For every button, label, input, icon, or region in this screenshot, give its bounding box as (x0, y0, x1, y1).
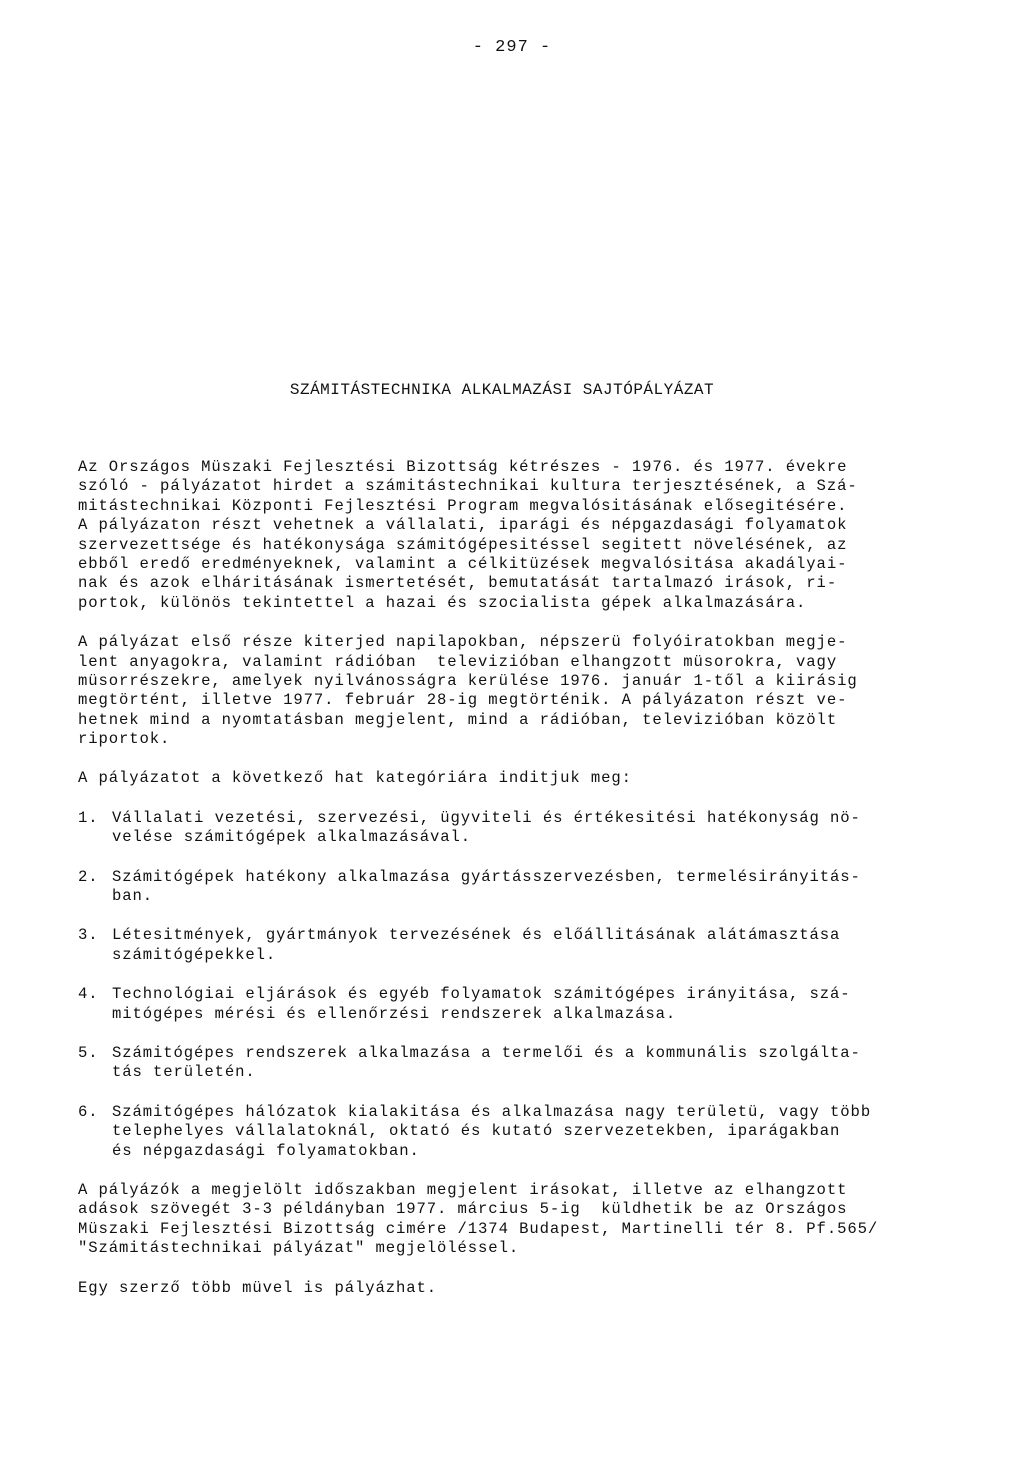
paragraph-line: A pályázatot a következő hat kategóriára inditjuk meg: (78, 769, 632, 788)
category-line: telephelyes vállalatoknál, oktató és kutató szervezetekben, iparágakban (112, 1122, 841, 1141)
paragraph-line: Az Országos Müszaki Fejlesztési Bizottság kétrészes - 1976. és 1977. évekre (78, 458, 848, 476)
document-body (78, 458, 958, 1318)
closing-paragraph (78, 1279, 958, 1298)
paragraph-line: A pályázat első része kiterjed napilapokban, népszerü folyóiratokban megje- (78, 633, 848, 652)
category-number: 1. (78, 808, 99, 827)
categories-intro (78, 769, 958, 788)
paragraph-line: A pályázók a megjelölt időszakban megjelent irásokat, illetve az elhangzott (78, 1180, 848, 1199)
paragraph-line: riportok. (78, 730, 171, 749)
category-line: Számitógépes hálózatok kialakitása és alkalmazása nagy területü, vagy több (112, 1102, 872, 1121)
category-item (78, 926, 958, 965)
category-line: velése számitógépek alkalmazásával. (112, 828, 472, 847)
paragraph-line: szervezettsége és hatékonysága számitógépesitéssel segitett növelésének, az (78, 535, 848, 554)
category-number: 5. (78, 1043, 99, 1062)
category-line: Technológiai eljárások és egyéb folyamatok számitógépes irányitása, szá- (112, 985, 851, 1004)
category-line: Vállalati vezetési, szervezési, ügyviteli és értékesitési hatékonyság nö- (112, 808, 861, 827)
category-number: 6. (78, 1102, 99, 1121)
category-line: tás területén. (112, 1063, 256, 1082)
category-line: Számitógépes rendszerek alkalmazása a termelői és a kommunális szolgálta- (112, 1043, 861, 1062)
category-item (78, 1044, 958, 1083)
paragraph-line: megtörtént, illetve 1977. február 28-ig megtörténik. A pályázaton részt ve- (78, 691, 848, 710)
paragraph-line: lent anyagokra, valamint rádióban televizióban elhangzott müsorokra, vagy (78, 652, 838, 671)
paragraph-line: adások szövegét 3-3 példányban 1977. március 5-ig küldhetik be az Országos (78, 1200, 848, 1219)
category-item (78, 868, 958, 907)
paragraph-line: hetnek mind a nyomtatásban megjelent, mind a rádióban, televizióban közölt (78, 710, 838, 729)
paragraph-line: portok, különös tekintettel a hazai és szocialista gépek alkalmazására. (78, 593, 807, 612)
category-item (78, 809, 958, 848)
paragraph-line: A pályázaton részt vehetnek a vállalati, iparági és népgazdasági folyamatok (78, 516, 848, 535)
category-number: 4. (78, 985, 99, 1004)
category-line: számitógépekkel. (112, 945, 277, 964)
category-item (78, 1103, 958, 1161)
category-number: 2. (78, 867, 99, 886)
paragraph-line: Müszaki Fejlesztési Bizottság cimére /1374 Budapest, Martinelli tér 8. Pf.565/ (78, 1219, 879, 1238)
intro-paragraph (78, 458, 958, 613)
category-line: Számitógépek hatékony alkalmazása gyártásszervezésben, termelésirányitás- (112, 867, 861, 886)
page-number: - 297 - (472, 38, 552, 57)
category-line: és népgazdasági folyamatokban. (112, 1141, 420, 1160)
category-line: ban. (112, 887, 154, 906)
paragraph-line: "Számitástechnikai pályázat" megjelöléssel. (78, 1239, 520, 1258)
category-line: Létesitmények, gyártmányok tervezésének és előállitásának alátámasztása (112, 926, 841, 945)
paragraph-line: nak és azok elháritásának ismertetését, bemutatását tartalmazó irások, ri- (78, 574, 838, 593)
category-line: mitógépes mérési és ellenőrzési rendszerek alkalmazása. (112, 1004, 677, 1023)
paragraph-line: Egy szerző több müvel is pályázhat. (78, 1278, 438, 1297)
category-number: 3. (78, 926, 99, 945)
document-title: SZÁMITÁSTECHNIKA ALKALMAZÁSI SAJTÓPÁLYÁZAT (289, 381, 715, 399)
paragraph-line: szóló - pályázatot hirdet a számitástechnikai kultura terjesztésének, a Szá- (78, 477, 858, 496)
category-item (78, 985, 958, 1024)
paragraph-line: ebből eredő eredményeknek, valamint a célkitüzések megvalósitása akadályai- (78, 554, 848, 573)
submission-paragraph (78, 1181, 958, 1259)
paragraph-line: mitástechnikai Központi Fejlesztési Program megvalósitásának elősegitésére. (78, 496, 848, 515)
part-one-paragraph (78, 633, 958, 749)
paragraph-line: müsorrészekre, amelyek nyilvánosságra kerülése 1976. január 1-től a kiirásig (78, 671, 858, 690)
